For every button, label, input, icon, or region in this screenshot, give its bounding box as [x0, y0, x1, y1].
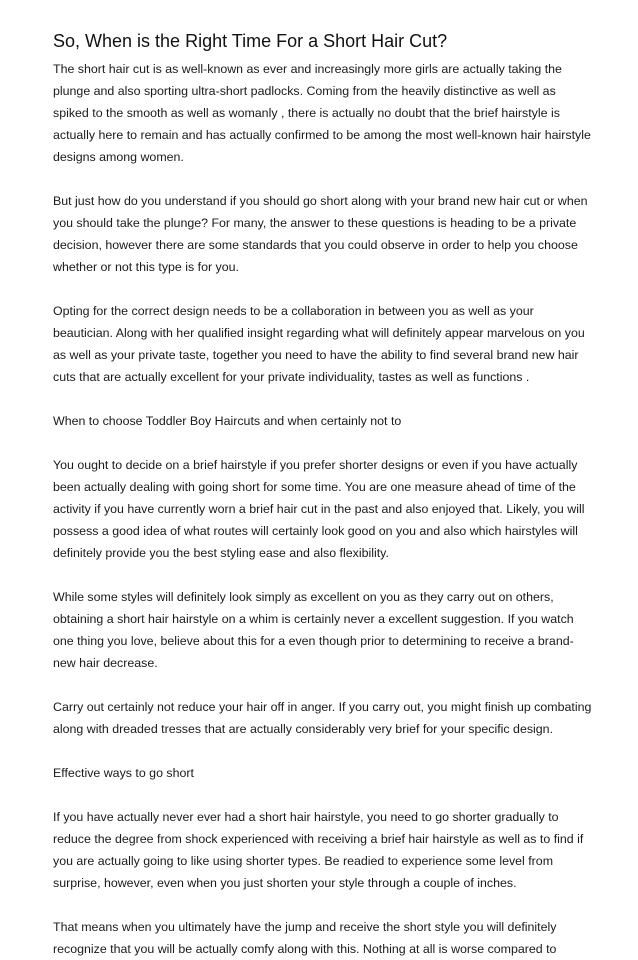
- paragraph: If you have actually never ever had a short hair hairstyle, you need to go shorter gradually to reduce the degree from shock experienced with receiving a brief hair hairstyle as well as to find if you are actually going to like using shorter types. Be readied to experience some level from surprise, however, even when you just shorten your style through a couple of inches.: [53, 810, 584, 890]
- section-heading: When to choose Toddler Boy Haircuts and when certainly not to: [53, 414, 402, 428]
- paragraph: The short hair cut is as well-known as ever and increasingly more girls are actually taking the plunge and also sporting ultra-short padlocks. Coming from the heavily distinctive as well as spiked to the smooth as well as womanly , there is actually no doubt that the brief hairstyle is actually here to remain and has actually confirmed to be among the most well-known hair hairstyle designs among women.: [53, 62, 591, 164]
- paragraph: Opting for the correct design needs to be a collaboration in between you as well as your beautician. Along with her qualified insight regarding what will definitely appear marvelous on you as well as your private taste, together you need to have the ability to find several brand new hair cuts that are actually excellent for your private individuality, tastes as well as functions .: [53, 304, 585, 384]
- paragraph: While some styles will definitely look simply as excellent on you as they carry out on others, obtaining a short hair hairstyle on a whim is certainly never a excellent suggestion. If you watch one thing you love, believe about this for a even though prior to determining to receive a brand-new hair decrease.: [53, 590, 574, 670]
- paragraph: Carry out certainly not reduce your hair off in anger. If you carry out, you might finish up combating along with dreaded tresses that are actually considerably very brief for your specific design.: [53, 700, 592, 736]
- section-heading: Effective ways to go short: [53, 766, 194, 780]
- document-page: [53, 30, 593, 960]
- paragraph: You ought to decide on a brief hairstyle if you prefer shorter designs or even if you have actually been actually dealing with going short for some time. You are one measure ahead of time of the activity if you have currently worn a brief hair cut in the past and also enjoyed that. Likely, you will possess a good idea of what routes will certainly look good on you and also which hairstyles will definitely provide you the best styling ease and also flexibility.: [53, 458, 585, 560]
- document-title: So, When is the Right Time For a Short Hair Cut?: [53, 31, 448, 51]
- paragraph: But just how do you understand if you should go short along with your brand new hair cut or when you should take the plunge? For many, the answer to these questions is heading to be a private decision, however there are some standards that you could observe in order to help you choose whether or not this type is for you.: [53, 194, 588, 274]
- paragraph: That means when you ultimately have the jump and receive the short style you will definitely recognize that you will be actually comfy along with this. Nothing at all is worse compared to: [53, 920, 557, 956]
